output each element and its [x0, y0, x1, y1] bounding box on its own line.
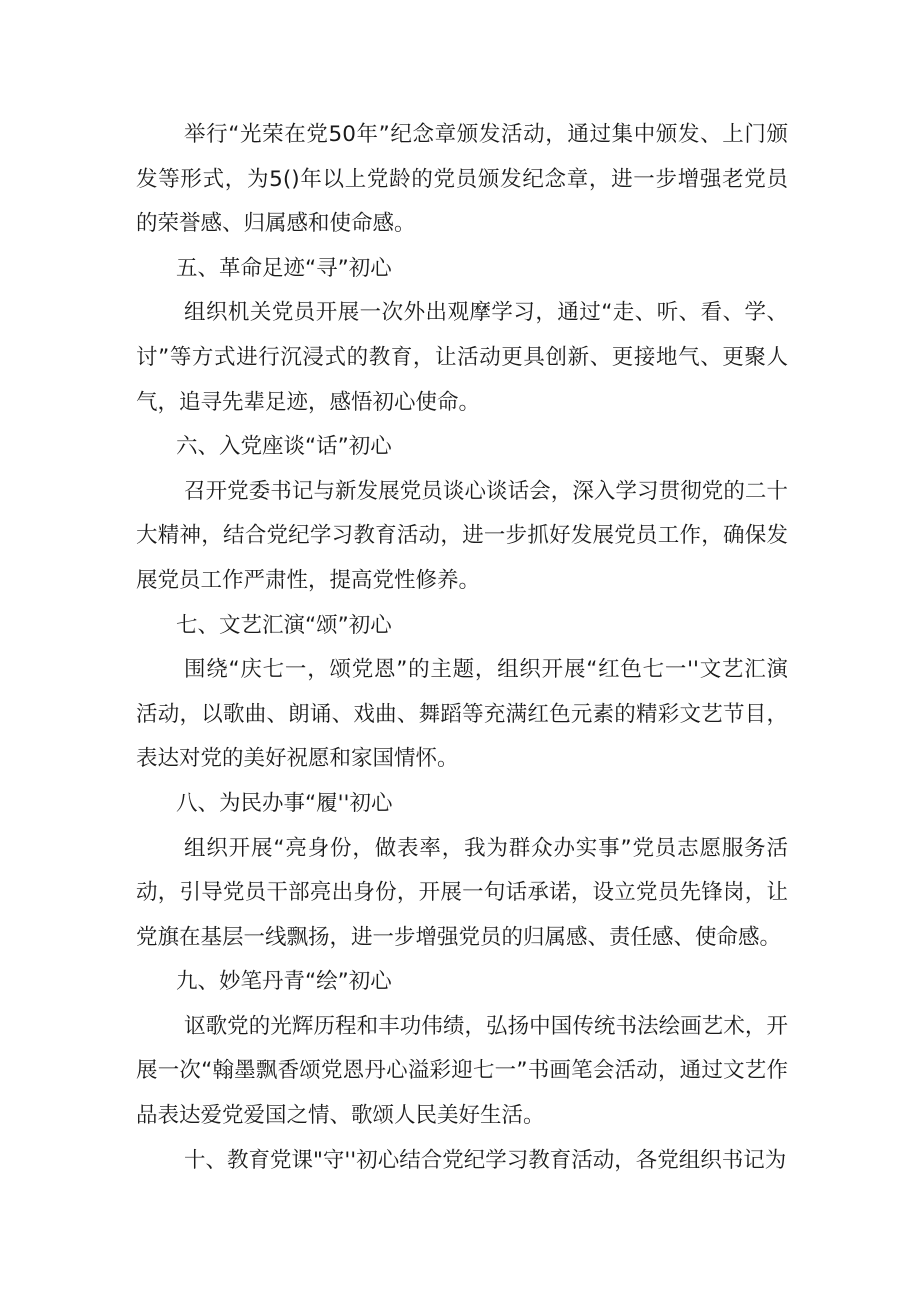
section-heading-9: 九、妙笔丹青“绘”初心: [176, 969, 392, 995]
paragraph-heart-talk: 召开党委书记与新发展党员谈心谈话会，深入学习贯彻党的二十大精神，结合党纪学习教育活动，进一步抓好发展党员工作，确保发展党员工作严肃性，提高党性修养。: [136, 478, 788, 593]
paragraph-art-performance: 围绕“庆七一，颂党恩”的主题，组织开展“红色七一''文艺汇演活动，以歌曲、朗诵、戏曲、舞蹈等充满红色元素的精彩文艺节目，表达对党的美好祝愿和家国情怀。: [136, 657, 788, 772]
document-body: [136, 113, 788, 1183]
paragraph-volunteer-service: 组织开展“亮身份，做表率，我为群众办实事”党员志愿服务活动，引导党员干部亮出身份，开展一句话承诺，设立党员先锋岗，让党旗在基层一线飘扬，进一步增强党员的归属感、责任感、使命感。: [136, 835, 788, 950]
paragraph-field-study: 组织机关党员开展一次外出观摩学习，通过“走、听、看、学、讨”等方式进行沉浸式的教育，让活动更具创新、更接地气、更聚人气，追寻先辈足迹，感悟初心使命。: [136, 300, 788, 415]
section-heading-10-paragraph: 十、教育党课"守''初心结合党纪学习教育活动，各党组织书记为: [184, 1147, 787, 1173]
paragraph-award-ceremony: 举行“光荣在党50年”纪念章颁发活动，通过集中颁发、上门颁发等形式，为5()年以上党龄的党员颁发纪念章，进一步增强老党员的荣誉感、归属感和使命感。: [136, 122, 788, 237]
paragraph-calligraphy: 讴歌党的光辉历程和丰功伟绩，弘扬中国传统书法绘画艺术，开展一次“翰墨飘香颂党恩丹心溢彩迎七一”书画笔会活动，通过文艺作品表达爱党爱国之情、歌颂人民美好生活。: [136, 1013, 788, 1129]
section-heading-7: 七、文艺汇演“颂”初心: [176, 612, 392, 638]
section-heading-5: 五、革命足迹“寻”初心: [176, 255, 392, 281]
section-heading-6: 六、入党座谈“话”初心: [176, 434, 392, 460]
section-heading-8: 八、为民办事“履''初心: [176, 790, 393, 816]
